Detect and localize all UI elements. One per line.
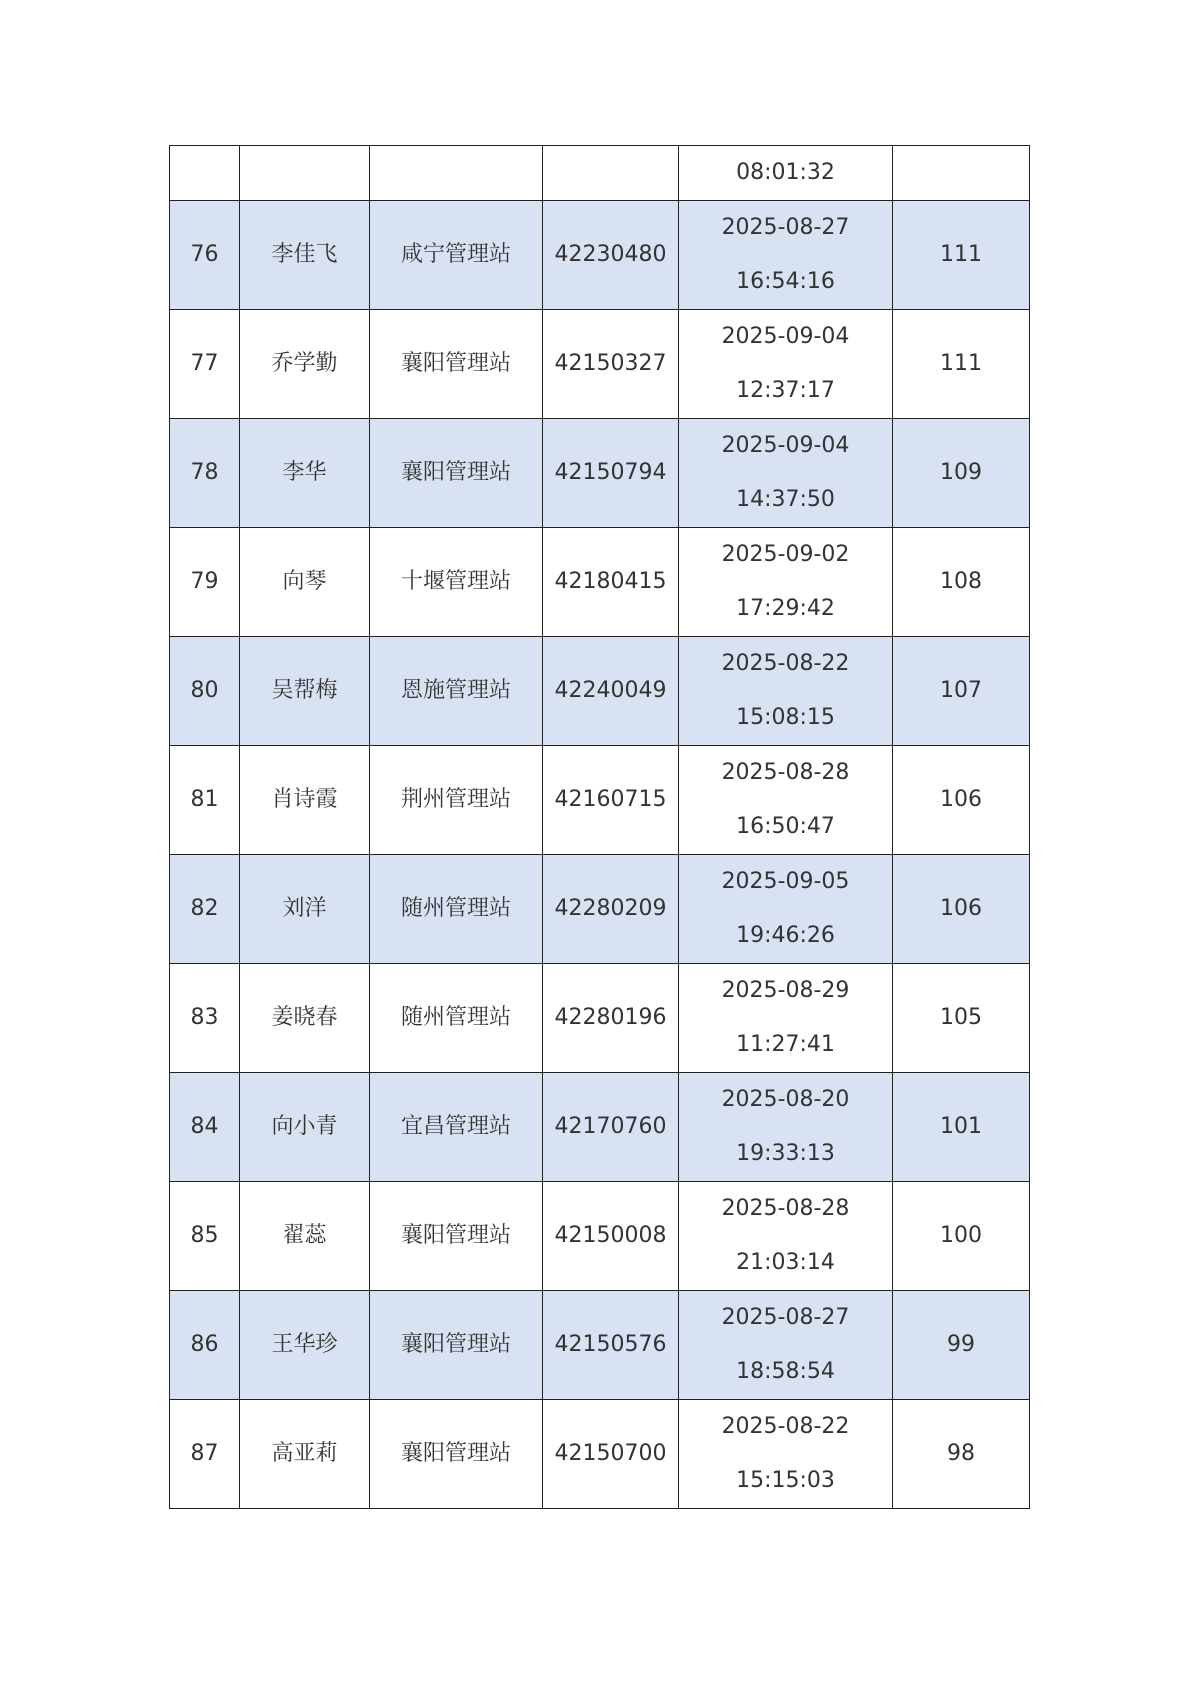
- cell-date: 2025-08-22: [721, 1414, 850, 1439]
- cell-time: 15:08:15: [736, 705, 835, 730]
- cell-id: 42230480: [543, 201, 679, 310]
- cell-datetime: [679, 855, 893, 964]
- cell-rank: 84: [170, 1073, 240, 1182]
- cell-time: 08:01:32: [736, 160, 835, 185]
- cell-name: 乔学勤: [240, 310, 370, 419]
- cell-name: 肖诗霞: [240, 746, 370, 855]
- cell-name: 翟蕊: [240, 1182, 370, 1291]
- table-row: [170, 746, 1030, 855]
- cell-score: 111: [893, 310, 1030, 419]
- cell-date: 2025-08-29: [721, 978, 850, 1003]
- cell-id: 42180415: [543, 528, 679, 637]
- table-row: [170, 1400, 1030, 1509]
- cell-date: 2025-08-28: [721, 1196, 850, 1221]
- cell-score: 107: [893, 637, 1030, 746]
- cell-name: 姜晓春: [240, 964, 370, 1073]
- cell-time: 18:58:54: [736, 1359, 835, 1384]
- cell-datetime: [679, 310, 893, 419]
- cell-id: 42150700: [543, 1400, 679, 1509]
- cell-station: 咸宁管理站: [370, 201, 543, 310]
- cell-score: 108: [893, 528, 1030, 637]
- cell-id: 42150576: [543, 1291, 679, 1400]
- cell-id: 42150327: [543, 310, 679, 419]
- table-row: [170, 964, 1030, 1073]
- cell-name: [240, 146, 370, 201]
- cell-date: 2025-09-04: [721, 324, 850, 349]
- cell-datetime: [679, 146, 893, 201]
- cell-datetime: [679, 1182, 893, 1291]
- cell-name: 高亚莉: [240, 1400, 370, 1509]
- cell-rank: 87: [170, 1400, 240, 1509]
- cell-time: 19:33:13: [736, 1141, 835, 1166]
- cell-time: 15:15:03: [736, 1468, 835, 1493]
- cell-datetime: [679, 419, 893, 528]
- cell-rank: 78: [170, 419, 240, 528]
- cell-datetime: [679, 1073, 893, 1182]
- cell-score: 106: [893, 855, 1030, 964]
- cell-rank: 86: [170, 1291, 240, 1400]
- cell-rank: 77: [170, 310, 240, 419]
- table-row: [170, 419, 1030, 528]
- cell-station: 恩施管理站: [370, 637, 543, 746]
- cell-station: 十堰管理站: [370, 528, 543, 637]
- cell-name: 吴帮梅: [240, 637, 370, 746]
- cell-id: 42280196: [543, 964, 679, 1073]
- cell-date: 2025-09-05: [721, 869, 850, 894]
- cell-date: 2025-08-20: [721, 1087, 850, 1112]
- cell-station: 襄阳管理站: [370, 1182, 543, 1291]
- cell-date: 2025-09-02: [721, 542, 850, 567]
- cell-time: 12:37:17: [736, 378, 835, 403]
- cell-station: 宜昌管理站: [370, 1073, 543, 1182]
- table-row: [170, 1182, 1030, 1291]
- cell-time: 19:46:26: [736, 923, 835, 948]
- cell-score: 99: [893, 1291, 1030, 1400]
- cell-station: 襄阳管理站: [370, 310, 543, 419]
- cell-datetime: [679, 964, 893, 1073]
- cell-rank: 76: [170, 201, 240, 310]
- cell-datetime: [679, 1400, 893, 1509]
- cell-name: 刘洋: [240, 855, 370, 964]
- table-row: [170, 855, 1030, 964]
- cell-rank: 79: [170, 528, 240, 637]
- table-row: [170, 1073, 1030, 1182]
- cell-rank: [170, 146, 240, 201]
- cell-name: 向琴: [240, 528, 370, 637]
- cell-station: 襄阳管理站: [370, 1400, 543, 1509]
- cell-score: [893, 146, 1030, 201]
- cell-rank: 82: [170, 855, 240, 964]
- cell-time: 16:54:16: [736, 269, 835, 294]
- cell-date: 2025-08-27: [721, 215, 850, 240]
- cell-station: 随州管理站: [370, 964, 543, 1073]
- cell-datetime: [679, 201, 893, 310]
- table-row: [170, 637, 1030, 746]
- cell-score: 98: [893, 1400, 1030, 1509]
- cell-station: 襄阳管理站: [370, 419, 543, 528]
- cell-time: 17:29:42: [736, 596, 835, 621]
- cell-score: 101: [893, 1073, 1030, 1182]
- cell-rank: 85: [170, 1182, 240, 1291]
- cell-rank: 81: [170, 746, 240, 855]
- cell-datetime: [679, 528, 893, 637]
- cell-score: 105: [893, 964, 1030, 1073]
- cell-date: 2025-09-04: [721, 433, 850, 458]
- cell-datetime: [679, 1291, 893, 1400]
- ranking-table-container: [169, 145, 1029, 1509]
- cell-station: 荆州管理站: [370, 746, 543, 855]
- cell-rank: 80: [170, 637, 240, 746]
- cell-score: 111: [893, 201, 1030, 310]
- cell-date: 2025-08-22: [721, 651, 850, 676]
- cell-time: 16:50:47: [736, 814, 835, 839]
- cell-time: 14:37:50: [736, 487, 835, 512]
- cell-name: 李佳飞: [240, 201, 370, 310]
- cell-name: 向小青: [240, 1073, 370, 1182]
- cell-score: 106: [893, 746, 1030, 855]
- cell-id: 42150794: [543, 419, 679, 528]
- cell-score: 100: [893, 1182, 1030, 1291]
- cell-id: 42280209: [543, 855, 679, 964]
- cell-rank: 83: [170, 964, 240, 1073]
- table-row: [170, 1291, 1030, 1400]
- cell-id: 42150008: [543, 1182, 679, 1291]
- cell-station: 随州管理站: [370, 855, 543, 964]
- cell-station: [370, 146, 543, 201]
- cell-datetime: [679, 746, 893, 855]
- table-body: [170, 146, 1030, 1509]
- cell-score: 109: [893, 419, 1030, 528]
- cell-name: 王华珍: [240, 1291, 370, 1400]
- table-row: [170, 201, 1030, 310]
- table-row: [170, 528, 1030, 637]
- cell-name: 李华: [240, 419, 370, 528]
- cell-station: 襄阳管理站: [370, 1291, 543, 1400]
- cell-datetime: [679, 637, 893, 746]
- cell-time: 11:27:41: [736, 1032, 835, 1057]
- cell-date: 2025-08-27: [721, 1305, 850, 1330]
- cell-id: 42240049: [543, 637, 679, 746]
- cell-id: [543, 146, 679, 201]
- table-row: [170, 310, 1030, 419]
- cell-time: 21:03:14: [736, 1250, 835, 1275]
- ranking-table: [169, 145, 1030, 1509]
- cell-id: 42160715: [543, 746, 679, 855]
- cell-date: 2025-08-28: [721, 760, 850, 785]
- cell-id: 42170760: [543, 1073, 679, 1182]
- table-row-continued: [170, 146, 1030, 201]
